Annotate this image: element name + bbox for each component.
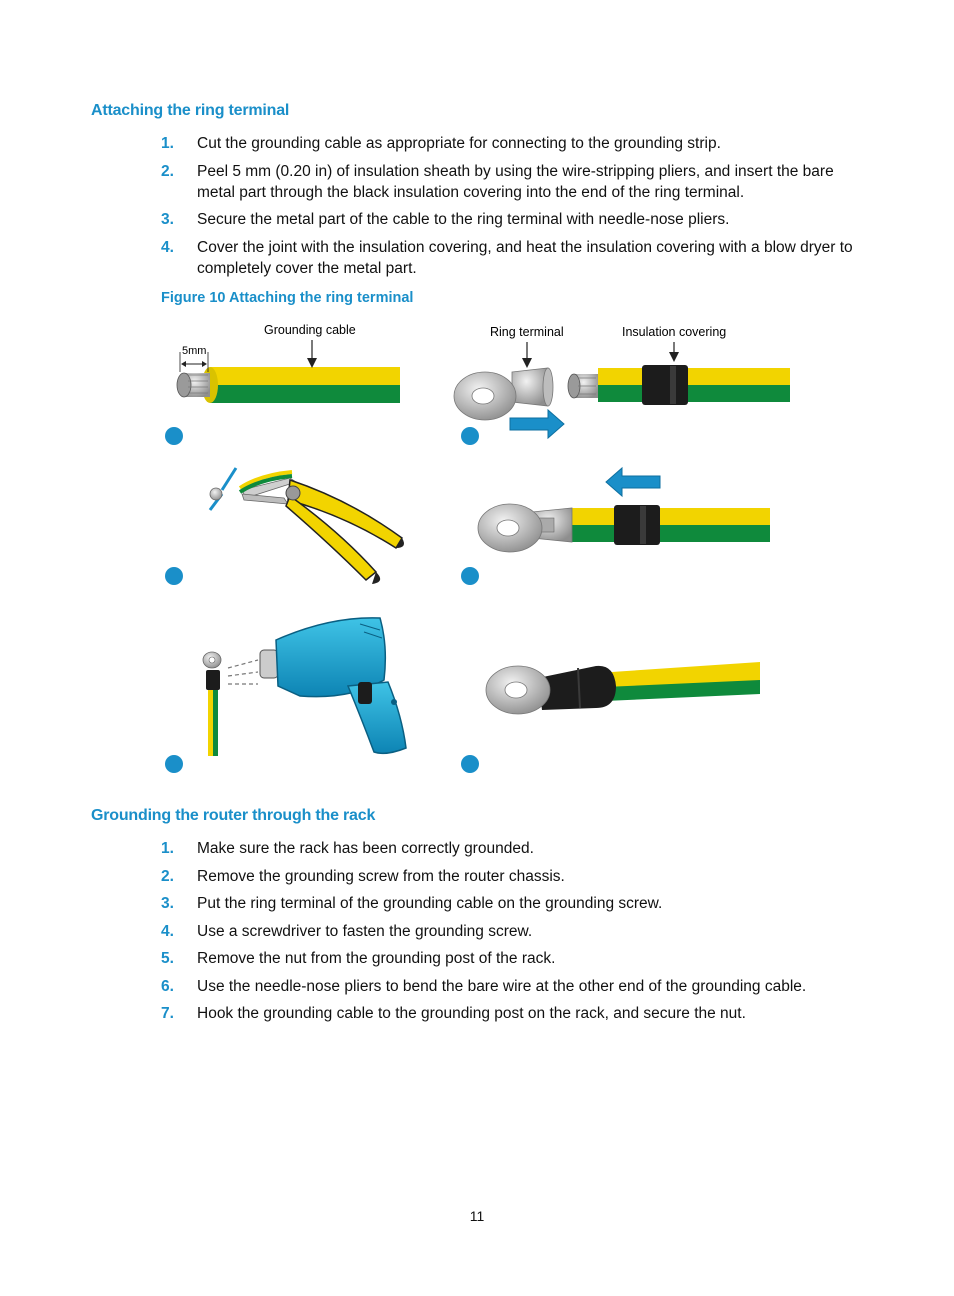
step-number: 7. bbox=[161, 1005, 174, 1022]
step-marker bbox=[461, 427, 479, 445]
hot-air-lines bbox=[228, 660, 258, 684]
needle-nose-pliers-icon bbox=[242, 478, 404, 584]
step-text: Use the needle-nose pliers to bend the bare wire at the other end of the grounding cable. bbox=[197, 978, 807, 995]
stripped-cable-illustration bbox=[177, 367, 400, 403]
blow-dryer-icon bbox=[260, 618, 406, 753]
grounding-cable-label: Grounding cable bbox=[264, 323, 356, 337]
five-mm-label: 5mm bbox=[182, 345, 207, 357]
left-arrow-icon bbox=[606, 468, 660, 496]
step-number: 2. bbox=[161, 868, 174, 885]
right-arrow-icon bbox=[510, 410, 564, 438]
step-marker bbox=[461, 755, 479, 773]
step-marker bbox=[165, 755, 183, 773]
ring-terminal-label: Ring terminal bbox=[490, 325, 564, 339]
step-text: Cover the joint with the insulation covering, and heat the insulation covering with a blow dryer to completely cover the metal part. bbox=[197, 239, 853, 277]
step-number: 1. bbox=[161, 135, 174, 152]
step-number: 3. bbox=[161, 211, 174, 228]
step-number: 4. bbox=[161, 239, 174, 256]
step-number: 4. bbox=[161, 923, 174, 940]
insulation-covering-label: Insulation covering bbox=[622, 325, 727, 339]
ring-terminal-icon bbox=[454, 368, 553, 420]
figure-caption: Figure 10 Attaching the ring terminal bbox=[161, 290, 414, 306]
step-text: Secure the metal part of the cable to the ring terminal with needle-nose pliers. bbox=[197, 211, 730, 228]
step-number: 3. bbox=[161, 895, 174, 912]
ring-terminal-pointer-arrow bbox=[522, 342, 532, 368]
step-text: Remove the grounding screw from the router chassis. bbox=[197, 868, 565, 885]
page-number: 11 bbox=[469, 1208, 485, 1224]
step-text: Remove the nut from the grounding post of the rack. bbox=[197, 950, 556, 967]
step-marker bbox=[165, 567, 183, 585]
step-text: Cut the grounding cable as appropriate for connecting to the grounding strip. bbox=[197, 135, 721, 152]
insulation-covering-pointer-arrow bbox=[669, 342, 679, 362]
step-number: 6. bbox=[161, 978, 174, 995]
step-number: 1. bbox=[161, 840, 174, 857]
section-heading-attaching-ring-terminal: Attaching the ring terminal bbox=[91, 102, 290, 119]
grounding-cable-pointer-arrow bbox=[307, 340, 317, 368]
section-heading-grounding-through-rack: Grounding the router through the rack bbox=[91, 807, 376, 824]
step-number: 5. bbox=[161, 950, 174, 967]
terminal-inserted-cable-illustration bbox=[478, 504, 770, 552]
step-marker bbox=[461, 567, 479, 585]
cable-with-covering-illustration bbox=[568, 365, 790, 405]
finished-terminal-cable-illustration bbox=[486, 662, 760, 714]
step-number: 2. bbox=[161, 163, 174, 180]
step-text: Hook the grounding cable to the grounding post on the rack, and secure the nut. bbox=[197, 1005, 746, 1022]
step-text: Use a screwdriver to fasten the grounding screw. bbox=[197, 923, 533, 940]
step-text: Put the ring terminal of the grounding cable on the grounding screw. bbox=[197, 895, 663, 912]
step-text: Make sure the rack has been correctly grounded. bbox=[197, 840, 534, 857]
step-marker bbox=[165, 427, 183, 445]
ring-terminal-figure bbox=[150, 310, 830, 780]
vertical-cable-illustration bbox=[203, 652, 221, 756]
step-text: Peel 5 mm (0.20 in) of insulation sheath by using the wire-stripping pliers, and insert the bare metal part through the black insulation covering into the end of the ring terminal. bbox=[197, 163, 834, 201]
